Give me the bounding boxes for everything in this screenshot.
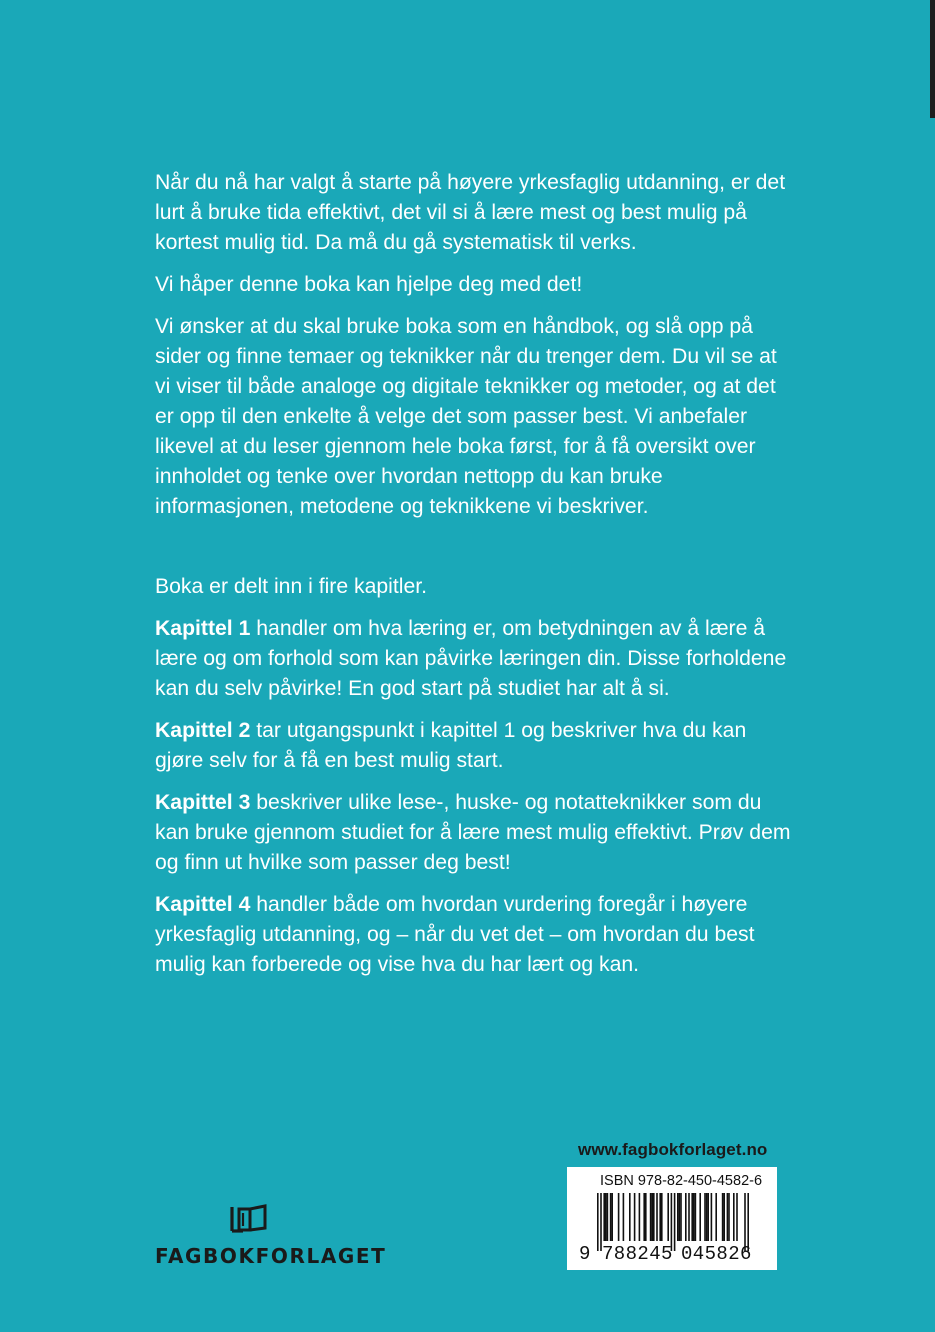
barcode-bar xyxy=(650,1193,652,1241)
barcode-bar xyxy=(651,1193,653,1241)
barcode-bar xyxy=(688,1193,690,1241)
barcode-bar xyxy=(727,1193,729,1241)
chapter-3-paragraph xyxy=(155,788,795,878)
isbn-barcode xyxy=(567,1167,777,1270)
barcode-bar xyxy=(597,1193,599,1251)
barcode-bar xyxy=(611,1193,613,1241)
barcode-bar xyxy=(656,1193,658,1241)
publisher-website: www.fagbokforlaget.no xyxy=(578,1140,768,1159)
barcode-bar xyxy=(610,1193,612,1241)
chapter-3-label: Kapittel 3 xyxy=(155,791,251,814)
barcode-bar xyxy=(699,1193,701,1241)
barcode-bar xyxy=(674,1193,676,1251)
barcode-bar xyxy=(623,1193,625,1241)
chapter-3-text: beskriver ulike lese-, huske- og notatteknikker som du kan bruke gjennom studiet for å lære mest mulig effektivt. Prøv dem og finn ut hvilke som passer deg best! xyxy=(155,791,791,874)
intro-paragraph-1: Når du nå har valgt å starte på høyere yrkesfaglig utdanning, er det lurt å bruke tida effektivt, det vil si å lære mest og best mulig på kortest mulig tid. Da må du gå systematisk til verks. xyxy=(155,171,786,254)
book-logo-icon xyxy=(229,1204,271,1234)
chapter-2-label: Kapittel 2 xyxy=(155,719,251,742)
barcode-bar xyxy=(629,1193,631,1241)
barcode-bar xyxy=(695,1193,697,1241)
intro-paragraph-3: Vi ønsker at du skal bruke boka som en håndbok, og slå opp på sider og finne temaer og teknikker når du trenger dem. Du vil se at vi viser til både analoge og digitale teknikker og metoder, og at det er opp til den enkelte å velge det som passer best. Vi anbefaler likevel at du leser gjennom hele boka først, for å få oversikt over innholdet og tenke over hvordan nettopp du kan bruke informasjonen, metodene og teknikkene vi beskriver. xyxy=(155,315,777,518)
chapter-2-paragraph xyxy=(155,716,795,776)
cover-edge-strip xyxy=(930,0,935,118)
barcode-digits-right: 045826 xyxy=(681,1243,752,1265)
chapter-1-label: Kapittel 1 xyxy=(155,617,251,640)
barcode-bar xyxy=(659,1193,661,1241)
chapter-4-paragraph xyxy=(155,890,795,980)
barcode-bar xyxy=(722,1193,724,1241)
chapters-overview: Boka er delt inn i fire kapitler. xyxy=(155,575,428,598)
barcode-bar xyxy=(661,1193,663,1241)
barcode-bar xyxy=(711,1193,713,1241)
barcode-bar xyxy=(736,1193,738,1241)
barcode-bar xyxy=(715,1193,717,1241)
barcode-bar xyxy=(639,1193,641,1241)
chapter-1-text: handler om hva læring er, om betydningen av å lære å lære og om forhold som kan påvirke læringen din. Disse forholdene kan du selv påvirke! En god start på studiet har alt å si. xyxy=(155,617,787,700)
barcode-bar xyxy=(677,1193,679,1241)
barcode-bar xyxy=(723,1193,725,1241)
barcode-digit-prefix: 9 xyxy=(579,1243,591,1265)
chapter-1-paragraph xyxy=(155,614,795,704)
barcode-bar xyxy=(607,1193,609,1241)
barcode-digits-left: 788245 xyxy=(602,1243,673,1265)
barcode-bar xyxy=(645,1193,647,1241)
chapter-4-text: handler både om hvordan vurdering foregår i høyere yrkesfaglig utdanning, og – når du vet det – om hvordan du best mulig kan forberede og vise hva du har lært og kan. xyxy=(155,893,755,976)
barcode-bar xyxy=(605,1193,607,1241)
barcode-bar xyxy=(667,1193,669,1241)
barcode-bar xyxy=(618,1193,620,1241)
intro-paragraph-2: Vi håper denne boka kan hjelpe deg med det! xyxy=(155,273,583,296)
barcode-bar xyxy=(643,1193,645,1241)
barcode-bar xyxy=(634,1193,636,1241)
barcode-bar xyxy=(706,1193,708,1241)
barcode-bar xyxy=(679,1193,681,1241)
barcode-bar xyxy=(728,1193,730,1241)
barcode-bar xyxy=(653,1193,655,1241)
barcode-bar xyxy=(691,1193,693,1241)
barcode-bar xyxy=(693,1193,695,1241)
barcode-bar xyxy=(707,1193,709,1241)
barcode-bar xyxy=(603,1193,605,1241)
publisher-logo xyxy=(155,1204,387,1279)
publisher-name: FAGBOKFORLAGET xyxy=(155,1244,387,1268)
chapter-4-label: Kapittel 4 xyxy=(155,893,251,916)
barcode-bar xyxy=(685,1193,687,1241)
barcode-bar xyxy=(733,1193,735,1241)
barcode-bar xyxy=(680,1193,682,1241)
chapter-2-text: tar utgangspunkt i kapittel 1 og beskriver hva du kan gjøre selv for å få en best mulig start. xyxy=(155,719,747,772)
isbn-number: ISBN 978-82-450-4582-6 xyxy=(600,1173,763,1189)
barcode-bar xyxy=(704,1193,706,1241)
back-cover-text xyxy=(155,168,795,992)
